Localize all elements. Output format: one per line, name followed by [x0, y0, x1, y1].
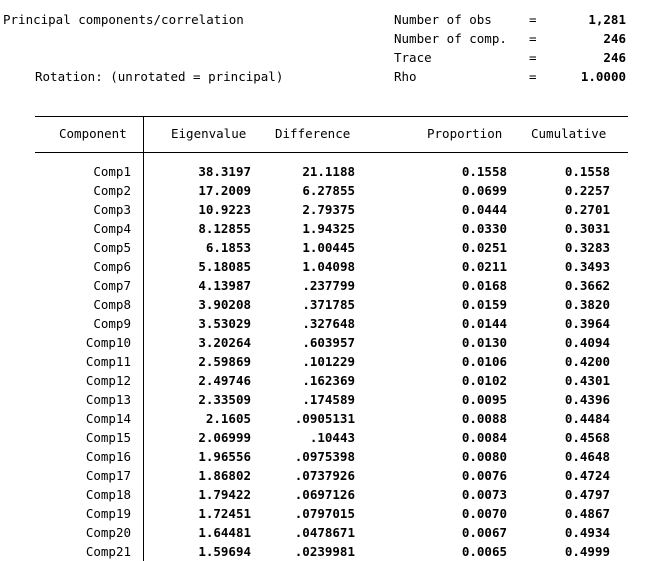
proportion-cell: 0.0084 [461, 430, 507, 445]
difference-cell: .0239981 [294, 544, 355, 559]
component-name: Comp11 [85, 354, 131, 369]
component-name: Comp10 [85, 335, 131, 350]
proportion-cell: 0.0211 [461, 259, 507, 274]
table-row [0, 295, 659, 314]
stat-label-obs: Number of obs [394, 12, 492, 27]
cumulative-cell: 0.4094 [564, 335, 610, 350]
cumulative-cell: 0.3493 [564, 259, 610, 274]
table-row [0, 200, 659, 219]
table-row [0, 333, 659, 352]
component-name: Comp13 [85, 392, 131, 407]
component-name: Comp16 [85, 449, 131, 464]
difference-cell: .237799 [302, 278, 355, 293]
eigenvalue-cell: 2.49746 [198, 373, 251, 388]
proportion-cell: 0.0073 [461, 487, 507, 502]
proportion-cell: 0.0330 [461, 221, 507, 236]
eigenvalue-cell: 2.1605 [205, 411, 251, 426]
table-top-rule [35, 116, 628, 117]
proportion-cell: 0.0076 [461, 468, 507, 483]
component-name: Comp21 [85, 544, 131, 559]
stat-eq-rho: = [529, 69, 537, 84]
difference-cell: .162369 [302, 373, 355, 388]
proportion-cell: 0.0070 [461, 506, 507, 521]
component-name: Comp4 [93, 221, 131, 236]
component-name: Comp8 [93, 297, 131, 312]
table-row [0, 447, 659, 466]
cumulative-cell: 0.4724 [564, 468, 610, 483]
difference-cell: .603957 [302, 335, 355, 350]
component-name: Comp7 [93, 278, 131, 293]
cumulative-cell: 0.4484 [564, 411, 610, 426]
component-name: Comp18 [85, 487, 131, 502]
eigenvalue-cell: 5.18085 [198, 259, 251, 274]
col-header-cumulative: Cumulative [531, 126, 607, 141]
table-row [0, 504, 659, 523]
eigenvalue-cell: 1.64481 [198, 525, 251, 540]
table-row [0, 162, 659, 181]
difference-cell: 2.79375 [302, 202, 355, 217]
proportion-cell: 0.0144 [461, 316, 507, 331]
component-name: Comp14 [85, 411, 131, 426]
table-row [0, 181, 659, 200]
cumulative-cell: 0.4867 [564, 506, 610, 521]
proportion-cell: 0.0065 [461, 544, 507, 559]
difference-cell: .0905131 [294, 411, 355, 426]
cumulative-cell: 0.3662 [564, 278, 610, 293]
difference-cell: 21.1188 [302, 164, 355, 179]
cumulative-cell: 0.4797 [564, 487, 610, 502]
table-row [0, 523, 659, 542]
cumulative-cell: 0.4301 [564, 373, 610, 388]
proportion-cell: 0.0130 [461, 335, 507, 350]
eigenvalue-cell: 1.96556 [198, 449, 251, 464]
table-row [0, 314, 659, 333]
component-name: Comp9 [93, 316, 131, 331]
component-name: Comp3 [93, 202, 131, 217]
table-row [0, 428, 659, 447]
eigenvalue-cell: 38.3197 [198, 164, 251, 179]
stat-value-rho: 1.0000 [580, 69, 626, 84]
stat-value-comp: 246 [603, 31, 626, 46]
eigenvalue-cell: 4.13987 [198, 278, 251, 293]
component-name: Comp19 [85, 506, 131, 521]
eigenvalue-cell: 10.9223 [198, 202, 251, 217]
cumulative-cell: 0.4568 [564, 430, 610, 445]
stat-label-rho: Rho [394, 69, 417, 84]
eigenvalue-cell: 6.1853 [205, 240, 251, 255]
proportion-cell: 0.0088 [461, 411, 507, 426]
difference-cell: 6.27855 [302, 183, 355, 198]
difference-cell: .0478671 [294, 525, 355, 540]
stat-eq-trace: = [529, 50, 537, 65]
col-header-eigenvalue: Eigenvalue [171, 126, 247, 141]
component-name: Comp6 [93, 259, 131, 274]
table-row [0, 371, 659, 390]
table-row [0, 276, 659, 295]
cumulative-cell: 0.4200 [564, 354, 610, 369]
eigenvalue-cell: 17.2009 [198, 183, 251, 198]
cumulative-cell: 0.3820 [564, 297, 610, 312]
table-row [0, 219, 659, 238]
difference-cell: .10443 [309, 430, 355, 445]
component-name: Comp1 [93, 164, 131, 179]
difference-cell: 1.94325 [302, 221, 355, 236]
difference-cell: .0697126 [294, 487, 355, 502]
component-name: Comp17 [85, 468, 131, 483]
difference-cell: .0975398 [294, 449, 355, 464]
cumulative-cell: 0.4934 [564, 525, 610, 540]
col-header-component: Component [59, 126, 127, 141]
difference-cell: 1.04098 [302, 259, 355, 274]
proportion-cell: 0.1558 [461, 164, 507, 179]
table-row [0, 352, 659, 371]
proportion-cell: 0.0159 [461, 297, 507, 312]
cumulative-cell: 0.4396 [564, 392, 610, 407]
proportion-cell: 0.0251 [461, 240, 507, 255]
component-name: Comp5 [93, 240, 131, 255]
eigenvalue-cell: 2.59869 [198, 354, 251, 369]
col-header-proportion: Proportion [427, 126, 503, 141]
proportion-cell: 0.0067 [461, 525, 507, 540]
rotation-note: Rotation: (unrotated = principal) [35, 69, 284, 84]
cumulative-cell: 0.4648 [564, 449, 610, 464]
difference-cell: .327648 [302, 316, 355, 331]
proportion-cell: 0.0080 [461, 449, 507, 464]
proportion-cell: 0.0106 [461, 354, 507, 369]
cumulative-cell: 0.2701 [564, 202, 610, 217]
table-row [0, 238, 659, 257]
cumulative-cell: 0.3964 [564, 316, 610, 331]
table-row [0, 466, 659, 485]
eigenvalue-cell: 1.72451 [198, 506, 251, 521]
table-row [0, 542, 659, 561]
stat-value-trace: 246 [603, 50, 626, 65]
stat-eq-obs: = [529, 12, 537, 27]
eigenvalue-cell: 3.53029 [198, 316, 251, 331]
table-header-rule [35, 152, 628, 153]
eigenvalue-cell: 2.06999 [198, 430, 251, 445]
eigenvalue-cell: 3.20264 [198, 335, 251, 350]
table-row [0, 257, 659, 276]
eigenvalue-cell: 3.90208 [198, 297, 251, 312]
difference-cell: .371785 [302, 297, 355, 312]
component-name: Comp2 [93, 183, 131, 198]
proportion-cell: 0.0699 [461, 183, 507, 198]
component-name: Comp20 [85, 525, 131, 540]
eigenvalue-cell: 1.79422 [198, 487, 251, 502]
cumulative-cell: 0.4999 [564, 544, 610, 559]
stat-eq-comp: = [529, 31, 537, 46]
proportion-cell: 0.0444 [461, 202, 507, 217]
proportion-cell: 0.0102 [461, 373, 507, 388]
cumulative-cell: 0.3031 [564, 221, 610, 236]
stat-label-comp: Number of comp. [394, 31, 507, 46]
difference-cell: .101229 [302, 354, 355, 369]
eigenvalue-cell: 2.33509 [198, 392, 251, 407]
stat-value-obs: 1,281 [588, 12, 626, 27]
cumulative-cell: 0.1558 [564, 164, 610, 179]
stat-label-trace: Trace [394, 50, 432, 65]
eigenvalue-cell: 1.86802 [198, 468, 251, 483]
eigenvalue-cell: 1.59694 [198, 544, 251, 559]
cumulative-cell: 0.3283 [564, 240, 610, 255]
component-name: Comp15 [85, 430, 131, 445]
difference-cell: 1.00445 [302, 240, 355, 255]
difference-cell: .0797015 [294, 506, 355, 521]
eigenvalue-cell: 8.12855 [198, 221, 251, 236]
component-name: Comp12 [85, 373, 131, 388]
table-row [0, 390, 659, 409]
table-row [0, 485, 659, 504]
difference-cell: .0737926 [294, 468, 355, 483]
proportion-cell: 0.0095 [461, 392, 507, 407]
table-body [0, 162, 659, 561]
col-header-difference: Difference [275, 126, 351, 141]
output-title: Principal components/correlation [3, 12, 244, 27]
difference-cell: .174589 [302, 392, 355, 407]
cumulative-cell: 0.2257 [564, 183, 610, 198]
proportion-cell: 0.0168 [461, 278, 507, 293]
table-row [0, 409, 659, 428]
